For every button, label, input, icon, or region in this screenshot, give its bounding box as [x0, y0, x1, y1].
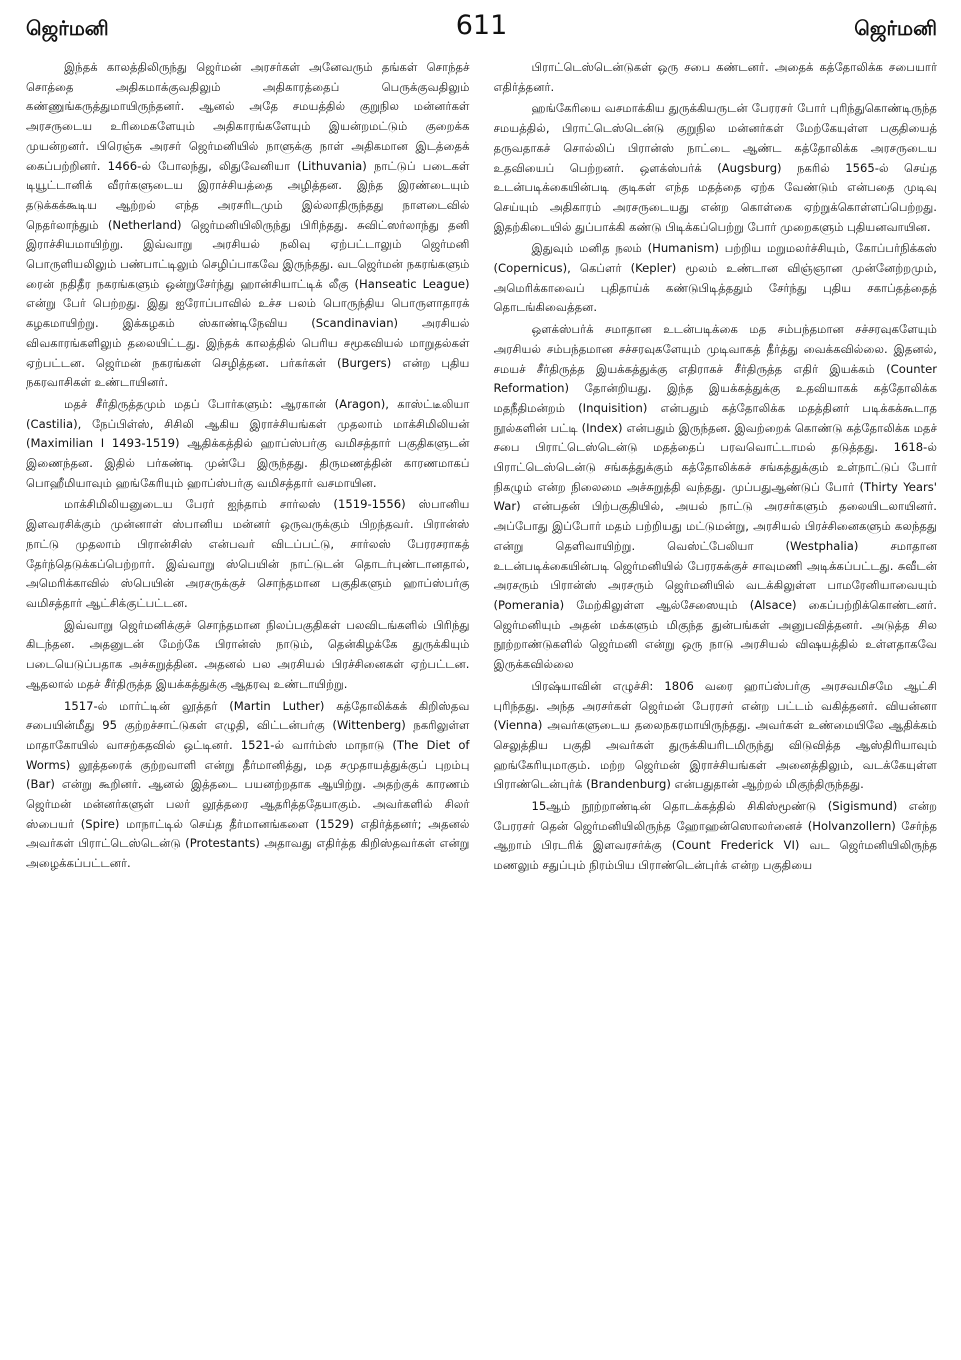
paragraph: ஹங்கேரியை வசமாக்கிய துருக்கியருடன் பேரரசர் போர் புரிந்துகொண்டிருந்த சமயத்தில், பிராட்டெஸ்டென்டு குறுநில மன்னர்கள் மேற்கேயுள்ள பகுதியைத் தருவதாகச் சொல்லிப் பிரான்ஸ் நாட்டை ஆண்ட கத்தோலிக்க அரசருடைய உதவியைப் பெற்றனர். ஒளக்ஸ்பர்க் (Augsburg) நகரில் 1565-ல் செய்த உடன்படிக்கையின்படி குடிகள் எந்த மதத்தை ஏற்க வேண்டும் என்பதை முடிவு செய்யும் அதிகாரம் அரசருடையது என்ற கொள்கை ஏற்றுக்கொள்ளப்பெற்றது. இதற்கிடையில் துப்பாக்கி கண்டு பிடிக்கப்பெற்று போர் முறைகளும் புதியனவாயின.: [493, 101, 937, 234]
paragraph: இதுவும் மனித நலம் (Humanism) பற்றிய மறுமலர்ச்சியும், கோப்பர்நிக்கஸ் (Copernicus), கெப்ளர் (Kepler) மூலம் உண்டான விஞ்ஞான முன்னேற்றமும், அமெரிக்காவைப் புதிதாய்க் கண்டுபிடித்ததும் சேர்ந்து புதிய சகாப்தத்தைத் தொடங்கிவைத்தன.: [493, 241, 937, 315]
header-right-title: ஜெர்மனி: [854, 16, 937, 40]
paragraph: 15ஆம் நூற்றாண்டின் தொடக்கத்தில் சிகிஸ்மூண்டு (Sigismund) என்ற பேரரசர் தென் ஜெர்மனியிலிருந்த ஹோஹன்ஸொலர்னைச் (Holvanzollern) சேர்ந்த ஆறாம் பிரடரிக் இளவரசர்க்கு (Count Frederick VI) வட ஜெர்மனியிலிருந்த மணலும் சதுப்பும் நிரம்பிய பிராண்டென்புர்க் என்ற பகுதியை: [493, 799, 937, 873]
paragraph: இந்தக் காலத்திலிருந்து ஜெர்மன் அரசர்கள் அனேவரும் தங்கள் சொந்தச் சொத்தை அதிகமாக்குவதிலும் அதிகாரத்தைப் பெருக்குவதிலும் கண்ணுங்கருத்துமாயிருந்தனர். ஆனல் அதே சமயத்தில் குறுநில மன்னர்கள் அரசருடைய உரிமைகளேயும் அதிகாரங்களேயும் இயன்றமட்டும் குறைக்க முயன்றனர். பிரெஞ்சு அரசர் ஜெர்மனியில் நாளுக்கு நாள் அதிகமான இடத்தைக் கைப்பற்றினர். 1466-ல் போலந்து, லிதுவேனியா (Lithuvania) நாட்டுப் படைகள் டியூட்டானிக் வீரர்களுடைய இராச்சியத்தை அழித்தன. இந்த இரண்டையும் தடுக்கக்கூடிய ஆற்றல் எந்த அரசரிடமும் இல்லாதிருந்தது நாளடைவில் நெதர்லாந்தும் (Netherland) ஜெர்மனியிலிருந்து பிரிந்தது. சுவிட்ஸர்லாந்து தனி இராச்சியமாயிற்று. இவ்வாறு அரசியல் நலிவு ஏற்பட்டாலும் ஜெர்மனி பொருளியலிலும் பண்பாட்டிலும் செழிப்பாகவே இருந்தது. வடஜெர்மன் நகரங்களும் ரைன் நதிதீர நகரங்களும் ஒன்றுசேர்ந்து ஹான்சியாட்டிக் லீகு (Hanseatic League) என்று பேர் பெற்றது. இது ஐரோப்பாவில் உச்ச பலம் பொருந்திய பொருளாதாரக் கழகமாயிற்று. இக்கழகம் ஸ்காண்டிநேவிய (Scandinavian) அரசியல் விவகாரங்களிலும் தலையிட்டது. இந்தக் காலத்தில் பெரிய சமூகவியல் மாறுதல்கள் ஏற்பட்டன. ஜெர்மன் நகரங்கள் செழித்தன. பர்கர்கள் (Burgers) என்ற புதிய நகரவாசிகள் உண்டாயினர்.: [26, 60, 470, 390]
left-column: [26, 58, 470, 1360]
paragraph: பிரஷ்யாவின் எழுச்சி: 1806 வரை ஹாப்ஸ்பர்கு அரசவமிசமே ஆட்சி புரிந்தது. அந்த அரசர்கள் ஜெர்மன் பேரரசர் என்ற பட்டம் வகித்தனர். வியன்னா (Vienna) அவர்களுடைய தலைநகரமாயிருந்தது. அவர்கள் உண்மையிலே ஆதிக்கம் செலுத்திய பகுதி அவர்கள் துருக்கியரிடமிருந்து விடுவித்த ஆஸ்திரியாவும் ஹங்கேரியுமாகும். மற்ற ஜெர்மன் இராச்சியங்கள் அனைத்திலும், வடக்கேயுள்ள பிராண்டென்புர்க் (Brandenburg) என்பதுதான் ஆற்றல் மிகுந்திருந்தது.: [493, 678, 937, 792]
paragraph: ஒளக்ஸ்பர்க் சமாதான உடன்படிக்கை மத சம்பந்தமான சச்சரவுகளேயும் அரசியல் சம்பந்தமான சச்சரவுகளேயும் முடிவாகத் தீர்த்து வைக்கவில்லை. இதனல், சமயச் சீர்திருத்த இயக்கத்துக்கு எதிராகச் சீர்திருத்த எதிர் இயக்கம் (Counter Reformation) தோன்றியது. இந்த இயக்கத்துக்கு உதவியாகக் கத்தோலிக்க மதநீதிமன்றம் (Inquisition) என்பதும் கத்தோலிக்க மதத்தினர் படிக்கக்கூடாத நூல்களின் பட்டி (Index) என்பதும் இருந்தன. இவற்றைக் கொண்டு கத்தோலிக்க மதச் சபை பிராட்டெஸ்டென்டு மதத்தைப் பரவவொட்டாமல் தடுத்தது. 1618-ல் பிராட்டெஸ்டென்டு சங்கத்துக்கும் கத்தோலிக்கச் சங்கத்துக்கும் உள்நாட்டுப் போர் நிகழும் என்ற நிலைமை அச்சுறுத்தி வந்தது. முப்பதுஆண்டுப் போர் (Thirty Years' War) என்பதன் பிற்பகுதியில், அயல் நாட்டு அரசர்களும் தலையிடலாயினர். அப்போது இப்போர் மதம் பற்றியது மட்டுமன்று, அரசியல் பிரச்சினைகளும் கலந்தது என்று தெளிவாயிற்று. வெஸ்ட்பேலியா (Westphalia) சமாதான உடன்படிக்கையின்படி ஜெர்மனியில் பேரரசுக்குச் சாவுமணி அடிக்கப்பட்டது. சுவீடன் அரசரும் பிரான்ஸ் அரசரும் ஜெர்மனியில் வடக்கிலுள்ள பாமரேனியாவையும் (Pomerania) மேற்கிலுள்ள ஆல்சேஸையும் (Alsace) கைப்பற்றிக்கொண்டனர். ஜெர்மனியும் அதன் மக்களும் மிகுந்த துன்பங்கள் அனுபவித்தனர். அடுத்த சில நூற்றாண்டுகளில் ஜெர்மனி என்று ஒரு நாடு அரசியல் விஷயத்தில் உள்ளதாகவே இருக்கவில்லை: [493, 322, 937, 672]
paragraph: இவ்வாறு ஜெர்மனிக்குச் சொந்தமான நிலப்பகுதிகள் பலவிடங்களில் பிரிந்து கிடந்தன. அதனுடன் மேற்கே பிரான்ஸ் நாடும், தென்கிழக்கே துருக்கியும் படையெடுப்பதாக அச்சுறுத்தின. அதனல் பல அரசியல் பிரச்சினைகள் ஏற்பட்டன. ஆதலால் மதச் சீர்திருத்த இயக்கத்துக்கு ஆதரவு உண்டாயிற்று.: [26, 617, 470, 691]
two-column-body: [26, 58, 937, 1360]
paragraph: பிராட்டெஸ்டென்டுகள் ஒரு சபை கண்டனர். அதைக் கத்தோலிக்க சபையார் எதிர்த்தனர்.: [493, 60, 937, 94]
header-left-title: ஜெர்மனி: [26, 16, 109, 40]
paragraph: மதச் சீர்திருத்தமும் மதப் போர்களும்: ஆரகான் (Aragon), காஸ்ட்டீலியா (Castilia), நேப்பிள்ஸ், சிசிலி ஆகிய இராச்சியங்கள் முதலாம் மாக்சிமிலியன் (Maximilian I 1493-1519) ஆதிக்கத்தில் ஹாப்ஸ்பர்கு வமிசத்தார் பகுதிகளுடன் இணைந்தன. இதில் பர்கண்டி முன்பே இருந்தது. திருமணத்தின் காரணமாகப் பொஹீமியாவும் ஹங்கேரியும் ஹாப்ஸ்பர்கு வமிசத்தார் வசமாயின.: [26, 396, 470, 490]
running-header: [26, 6, 937, 46]
right-column: [494, 58, 938, 1360]
paragraph: 1517-ல் மார்ட்டின் லூத்தர் (Martin Luther) கத்தோலிக்கக் கிறிஸ்தவ சபையின்மீது 95 குற்றச்சாட்டுகள் எழுதி, விட்டன்பர்கு (Wittenberg) நகரிலுள்ள மாதாகோயில் வாசற்கதவில் ஒட்டினர். 1521-ல் வார்ம்ஸ் மாநாடு (The Diet of Worms) லூத்தரைக் குற்றவாளி என்று தீர்மானித்து, மத சமுதாயத்துக்குப் புறம்பு (Bar) என்று கூறினர். ஆனல் இத்தடை பயனற்றதாக ஆயிற்று. அதற்குக் காரணம் ஜெர்மன் மன்னர்களுள் பலர் லூத்தரை ஆதரித்ததேயாகும். அவர்களில் சிலர் ஸ்பையர் (Spire) மாநாட்டில் செய்த தீர்மானங்களை (1529) எதிர்த்தனர்; அதனல் அவர்கள் பிராட்டெஸ்டென்டு (Protestants) அதாவது எதிர்த்த கிறிஸ்தவர்கள் என்று அழைக்கப்பட்டனர்.: [26, 698, 470, 871]
page-number: 611: [455, 10, 508, 41]
paragraph: மாக்சிமிலியனுடைய பேரர் ஐந்தாம் சார்லஸ் (1519-1556) ஸ்பானிய இளவரசிக்கும் முன்னாள் ஸ்பானிய மன்னர் ஒருவருக்கும் பிறந்தவர். பிரான்ஸ் நாட்டு முதலாம் பிரான்சிஸ் என்பவர் விடப்பட்டு, சார்லஸ் பேரரசராகத் தேர்ந்தெடுக்கப்பெற்றார். இவ்வாறு ஸ்பெயின் நாட்டுடன் தொடர்புண்டானதால், அமெரிக்காவில் ஸ்பெயின் அரசருக்குச் சொந்தமான பகுதிகளும் ஹாப்ஸ்பர்கு வமிசத்தார் ஆட்சிக்குட்பட்டன.: [26, 497, 470, 610]
